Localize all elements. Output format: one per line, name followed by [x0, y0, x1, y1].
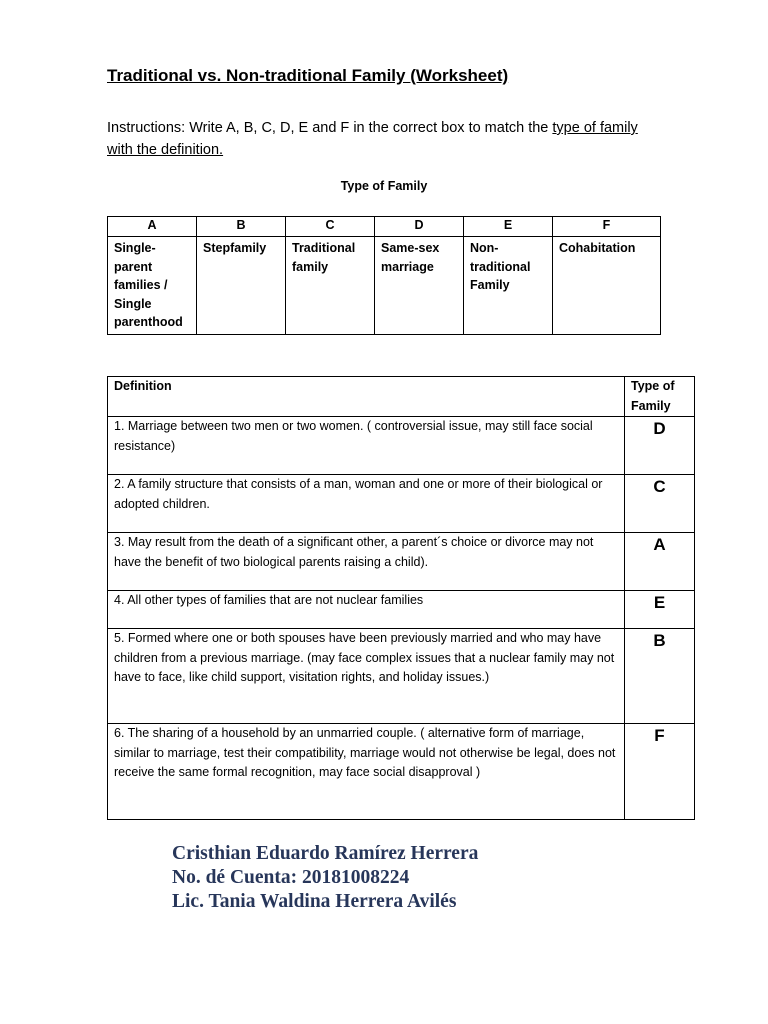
definitions-header-row	[108, 377, 695, 417]
definition-text: 3. May result from the death of a significant other, a parent´s choice or divorce may not have the benefit of two biological parents raising a child).	[108, 533, 625, 591]
instructions	[107, 117, 667, 161]
type-name-a: Single-parent families / Single parenthood	[108, 237, 197, 335]
teacher-name: Lic. Tania Waldina Herrera Avilés	[172, 891, 457, 912]
names-row	[108, 237, 661, 335]
answer-box: A	[625, 533, 695, 591]
definition-row	[108, 475, 695, 533]
type-name-d: Same-sex marriage	[375, 237, 464, 335]
definition-row	[108, 533, 695, 591]
definition-header: Definition	[108, 377, 625, 417]
type-name-e: Non-traditional Family	[464, 237, 553, 335]
types-heading: Type of Family	[340, 179, 428, 193]
type-letter-c: C	[286, 217, 375, 237]
type-letter-b: B	[197, 217, 286, 237]
type-name-c: Traditional family	[286, 237, 375, 335]
type-header: Type of Family	[625, 377, 695, 417]
definition-row	[108, 629, 695, 724]
type-name-f: Cohabitation	[553, 237, 661, 335]
worksheet-title: Traditional vs. Non-traditional Family (Worksheet)	[107, 66, 509, 85]
answer-box: B	[625, 629, 695, 724]
account-number: No. dé Cuenta: 20181008224	[172, 867, 410, 888]
instructions-underlined: type of family with the definition.	[107, 120, 638, 158]
type-letter-d: D	[375, 217, 464, 237]
definition-text: 1. Marriage between two men or two women. ( controversial issue, may still face social resistance)	[108, 417, 625, 475]
letters-row	[108, 217, 661, 237]
answer-box: F	[625, 724, 695, 820]
definition-row	[108, 724, 695, 820]
definitions-table	[107, 376, 695, 820]
type-letter-e: E	[464, 217, 553, 237]
type-letter-f: F	[553, 217, 661, 237]
answer-box: C	[625, 475, 695, 533]
signature-block	[172, 842, 478, 914]
definition-text: 5. Formed where one or both spouses have been previously married and who may have children from a previous marriage. (may face complex issues that a nuclear family may not have to face, like child support, visitation rights, and holiday issues.)	[108, 629, 625, 724]
definition-row	[108, 417, 695, 475]
family-types-table	[107, 216, 661, 335]
student-name: Cristhian Eduardo Ramírez Herrera	[172, 843, 479, 864]
answer-box: D	[625, 417, 695, 475]
definition-text: 6. The sharing of a household by an unmarried couple. ( alternative form of marriage, similar to marriage, test their compatibility, marriage would not otherwise be legal, does not receive the same formal recognition, may face social disapproval )	[108, 724, 625, 820]
definition-row	[108, 591, 695, 629]
answer-box: E	[625, 591, 695, 629]
definition-text: 2. A family structure that consists of a man, woman and one or more of their biological or adopted children.	[108, 475, 625, 533]
type-name-b: Stepfamily	[197, 237, 286, 335]
instructions-text: Instructions: Write A, B, C, D, E and F in the correct box to match the	[107, 120, 553, 136]
type-letter-a: A	[108, 217, 197, 237]
definition-text: 4. All other types of families that are not nuclear families	[108, 591, 625, 629]
